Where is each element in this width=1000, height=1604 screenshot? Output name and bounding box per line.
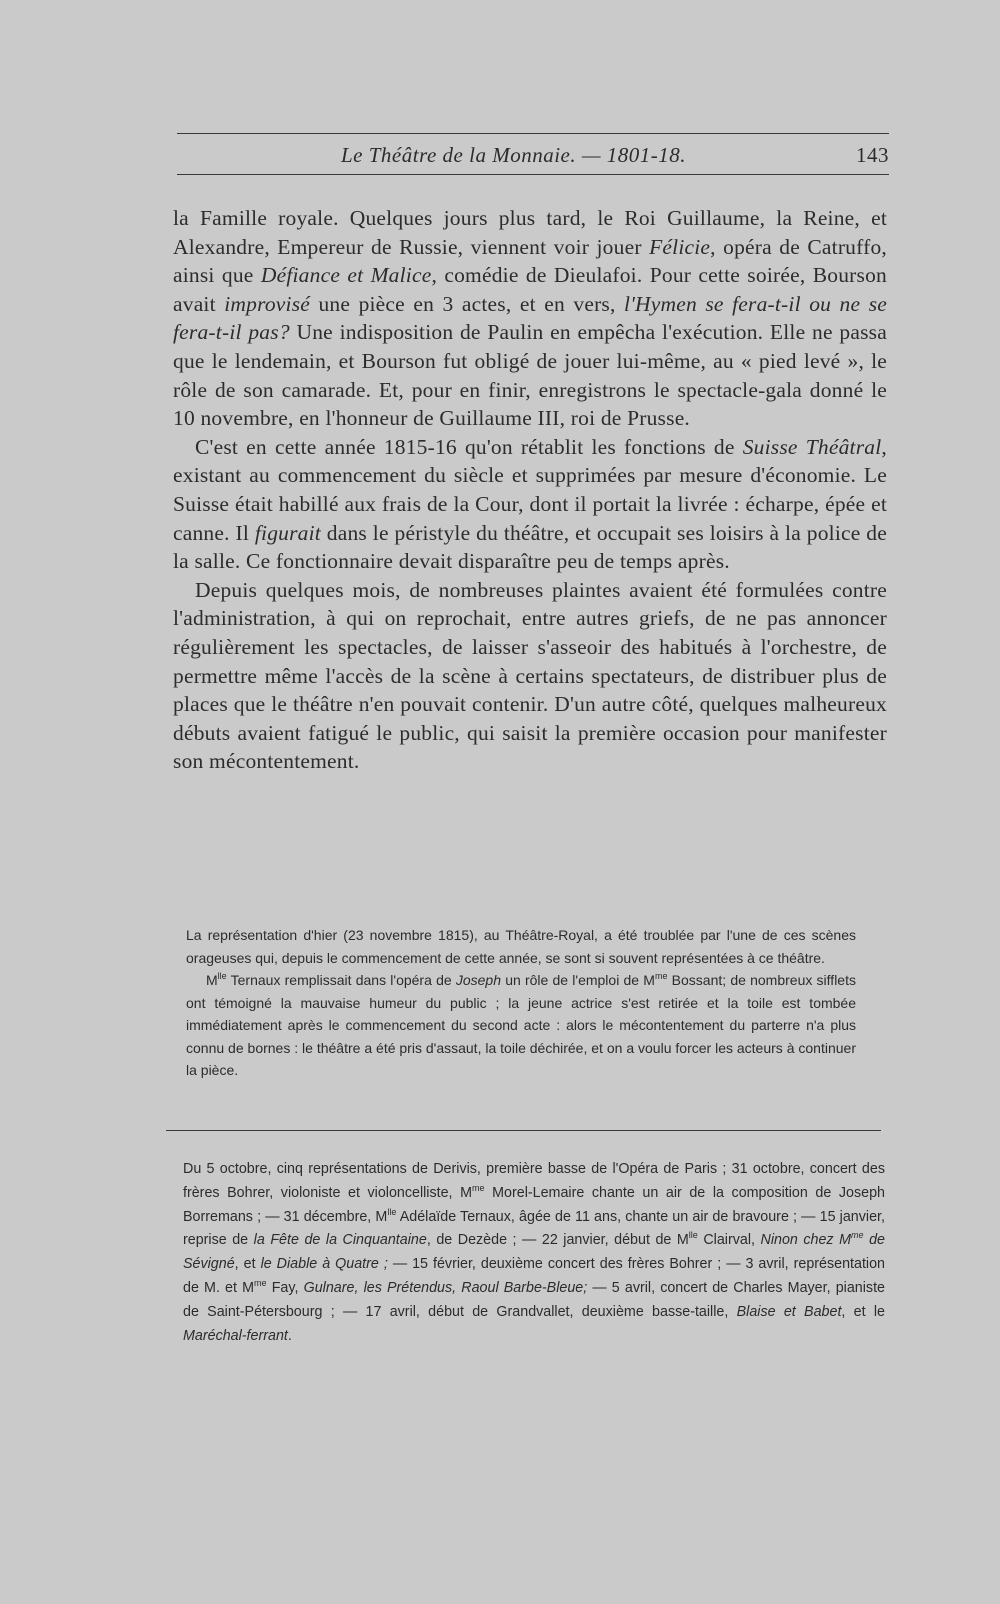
work-title: Blaise et Babet: [736, 1303, 842, 1320]
footnote-paragraph: [183, 1158, 885, 1348]
work-title: l'Hymen se fera-t-il ou ne se fera-t-il pas?: [173, 291, 888, 345]
text-span: Adélaïde Ternaux, âgée de 11 ans, chante un air de bravoure ; — 15 janvier, reprise de: [183, 1208, 885, 1249]
text-span: Ternaux remplissait dans l'opéra de: [226, 972, 456, 988]
header-bottom-rule: [177, 174, 889, 175]
quote-paragraph-1: La représentation d'hier (23 novembre 1815), au Théâtre-Royal, a été troublée par l'une de ces scènes orageuses qui, depuis le commencement de cette année, se sont si souvent représentées à ce théâtre.: [186, 927, 856, 966]
work-title: le Diable à Quatre ;: [260, 1256, 388, 1273]
quote-paragraph-2: [186, 969, 856, 1082]
footnote: [183, 1158, 885, 1348]
body-text: [173, 204, 887, 776]
text-span: C'est en cette année 1815-16 qu'on rétablit les fonctions de: [195, 434, 743, 459]
work-title: Joseph: [455, 972, 502, 988]
work-title: Maréchal-ferrant: [183, 1327, 288, 1344]
text-span: Une indisposition de Paulin en empêcha l'exécution. Elle ne passa que le lendemain, et Bourson fut obligé de jouer lui-même, au « pied levé », le rôle de son camarade. Et, pour en finir, enregistrons le spectacle-gala donné le 10 novembre, en l'honneur de Guillaume III, roi de Prusse.: [173, 320, 887, 431]
superscript: lle: [217, 971, 227, 981]
work-title: de Sévigné: [183, 1232, 885, 1273]
work-title: Félicie: [649, 234, 711, 259]
text-span: Du 5 octobre, cinq représentations de Derivis, première basse de l'Opéra de Paris ; 31 octobre, concert des frères Bohrer, violoniste et violoncelliste, M: [183, 1161, 885, 1201]
superscript: me: [472, 1182, 485, 1193]
text-span: .: [287, 1327, 292, 1344]
text-span: dans le péristyle du théâtre, et occupait ses loisirs à la police de la salle. Ce fonctionnaire devait disparaître peu de temps après.: [173, 520, 887, 574]
text-span: la Famille royale. Quelques jours plus tard, le Roi Guillaume, la Reine, et Alexandre, Empereur de Russie, viennent voir jouer: [173, 206, 887, 259]
text-span: M: [206, 972, 218, 988]
paragraph-3: Depuis quelques mois, de nombreuses plaintes avaient été formulées contre l'administration, à qui on reprochait, entre autres griefs, de ne pas annoncer régulièrement les spectacles, de laisser s'asseoir des habitués à l'orchestre, de permettre même l'accès de la scène à certains spectateurs, de distribuer plus de places que le théâtre n'en pouvait contenir. D'un autre côté, quelques malheureux débuts avaient fatigué le public, qui saisit la première occasion pour manifester son mécontentement.: [173, 577, 887, 774]
text-span: un rôle de l'emploi de M: [501, 972, 655, 988]
header-top-rule: [177, 133, 889, 134]
text-span: une pièce en 3 actes, et en vers,: [310, 291, 625, 316]
text-span: , existant au commencement du siècle et supprimées par mesure d'économie. Le Suisse était habillé aux frais de la Cour, dont il portait la livrée : écharpe, épée et canne. Il: [173, 434, 887, 545]
text-span: , et le: [841, 1303, 886, 1320]
running-head: [177, 143, 889, 173]
superscript: me: [654, 971, 668, 981]
text-span: Bossant; de nombreux sifflets ont témoigné la mauvaise humeur du public ; la jeune actrice s'est retirée et la toile est tombée immédiatement après le commencement du second acte : alors le mécontentement du parterre n'a plus connu de bornes : le théâtre a été pris d'assaut, la toile déchirée, et on a voulu forcer les acteurs à continuer la pièce.: [186, 972, 856, 1078]
paragraph-2: [173, 433, 887, 576]
superscript: me: [254, 1277, 267, 1288]
quoted-extract: [186, 924, 856, 1082]
text-span: Fay,: [266, 1279, 304, 1296]
superscript: me: [851, 1230, 864, 1241]
superscript: lle: [688, 1230, 698, 1241]
superscript: lle: [387, 1206, 397, 1217]
emphasis: Suisse Théâtral: [742, 434, 882, 459]
running-title: Le Théâtre de la Monnaie. — 1801-18.: [341, 143, 687, 167]
text-span: , et: [234, 1256, 261, 1273]
text-span: — 5 avril, concert de Charles Mayer, pianiste de Saint-Pétersbourg ; — 17 avril, début de Grandvallet, deuxième basse-taille,: [183, 1279, 885, 1320]
text-span: Morel-Lemaire chante un air de la composition de Joseph Borremans ; — 31 décembre, M: [183, 1184, 886, 1225]
work-title: la Fête de la Cinquantaine: [253, 1232, 427, 1249]
emphasis: figurait: [254, 520, 321, 545]
footnote-separator-rule: [166, 1130, 881, 1131]
emphasis: improvisé: [224, 291, 311, 316]
work-title: Gulnare, les Prétendus, Raoul Barbe-Bleue;: [303, 1279, 588, 1296]
paragraph-1: [173, 204, 887, 433]
text-span: — 15 février, deuxième concert des frères Bohrer ; — 3 avril, représentation de M. et M: [183, 1256, 886, 1296]
text-span: , opéra de Catruffo, ainsi que: [173, 234, 887, 288]
text-span: , de Dezède ; — 22 janvier, début de M: [426, 1232, 689, 1249]
page-number: 143: [856, 143, 889, 167]
text-span: Clairval,: [697, 1232, 761, 1249]
work-title: Ninon chez M: [760, 1232, 852, 1249]
work-title: Défiance et Malice: [260, 263, 432, 288]
text-span: , comédie de Dieulafoi. Pour cette soirée, Bourson avait: [173, 263, 887, 316]
